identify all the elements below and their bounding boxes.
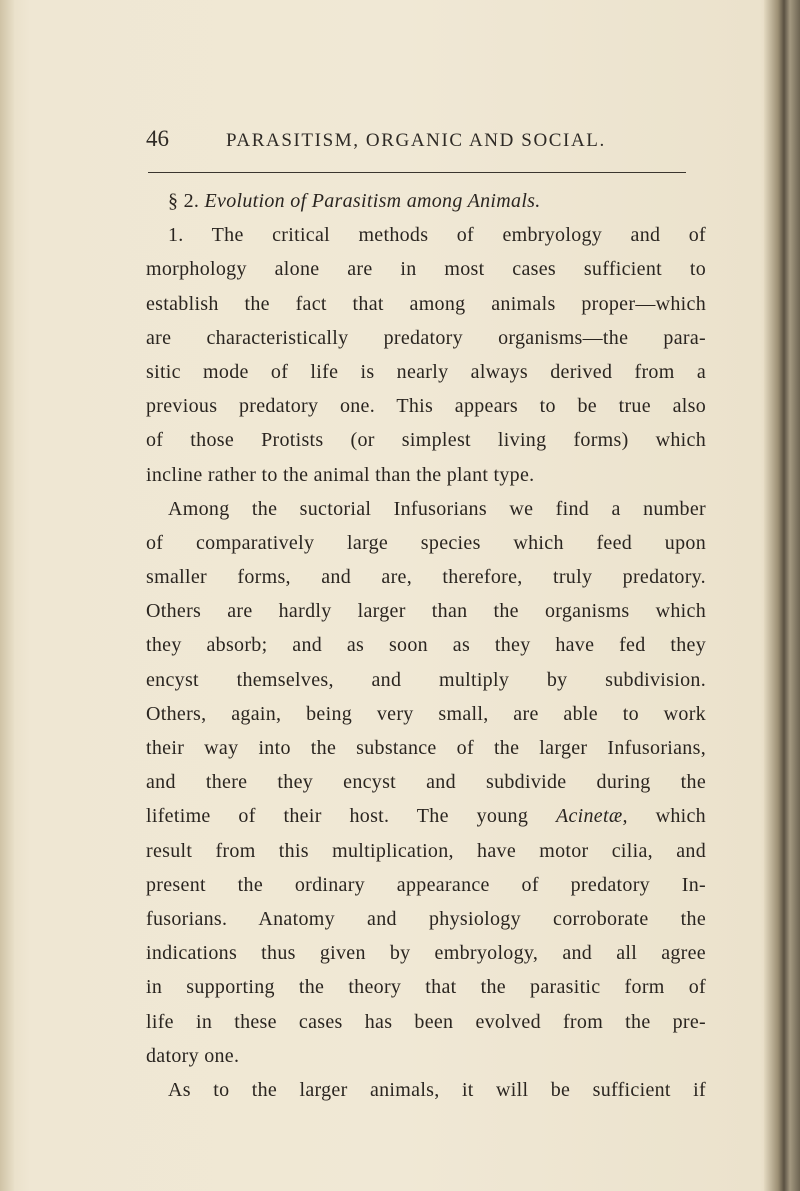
running-head: PARASITISM, ORGANIC AND SOCIAL. [226,130,606,151]
section-title: Evolution of Parasitism among Animals. [204,190,541,212]
header-rule [148,172,686,173]
text-line: of those Protists (or simplest living forms) which [146,429,706,452]
section-heading [146,184,706,218]
text-line: fusorians. Anatomy and physiology corroborate the [146,907,706,930]
text-line: datory one. [146,1044,240,1067]
text-line: they absorb; and as soon as they have fed they [146,634,706,657]
body-text [146,184,706,1107]
text-line-with-italic [146,799,706,833]
text-line: Others, again, being very small, are able to work [146,702,706,725]
text-line: are characteristically predatory organisms—the para- [146,326,706,349]
text-line: Others are hardly larger than the organisms which [146,600,706,623]
text-line: of comparatively large species which feed upon [146,531,706,554]
page-gutter-shadow [764,0,800,1191]
section-number: § 2. [168,190,200,212]
text-line: their way into the substance of the larger Infusorians, [146,737,706,759]
text-line: encyst themselves, and multiply by subdivision. [146,668,706,691]
text-line: present the ordinary appearance of predatory In- [146,873,706,896]
text-fragment: which [627,805,706,828]
text-line: in supporting the theory that the parasitic form of [146,976,706,999]
text-line: and there they encyst and subdivide during the [146,771,706,794]
text-line: smaller forms, and are, therefore, truly predatory. [146,566,706,589]
italic-term: Acinetæ, [555,805,628,828]
text-line: As to the larger animals, it will be sufficient if [168,1078,706,1101]
text-line: result from this multiplication, have motor cilia, and [146,839,706,862]
text-line: establish the fact that among animals proper—which [146,292,706,315]
text-line: life in these cases has been evolved from the pre- [146,1010,706,1033]
text-line: previous predatory one. This appears to be true also [146,395,706,418]
text-line: 1. The critical methods of embryology and of [168,224,706,247]
text-line: incline rather to the animal than the plant type. [146,463,535,486]
page-left-edge [0,0,14,1191]
text-line: sitic mode of life is nearly always derived from a [146,360,706,383]
text-line: morphology alone are in most cases sufficient to [146,258,706,281]
text-fragment: lifetime of their host. The young [146,805,529,828]
page-number: 46 [146,126,169,151]
text-line: indications thus given by embryology, and all agree [146,942,706,965]
text-line: Among the suctorial Infusorians we find a number [168,497,706,520]
